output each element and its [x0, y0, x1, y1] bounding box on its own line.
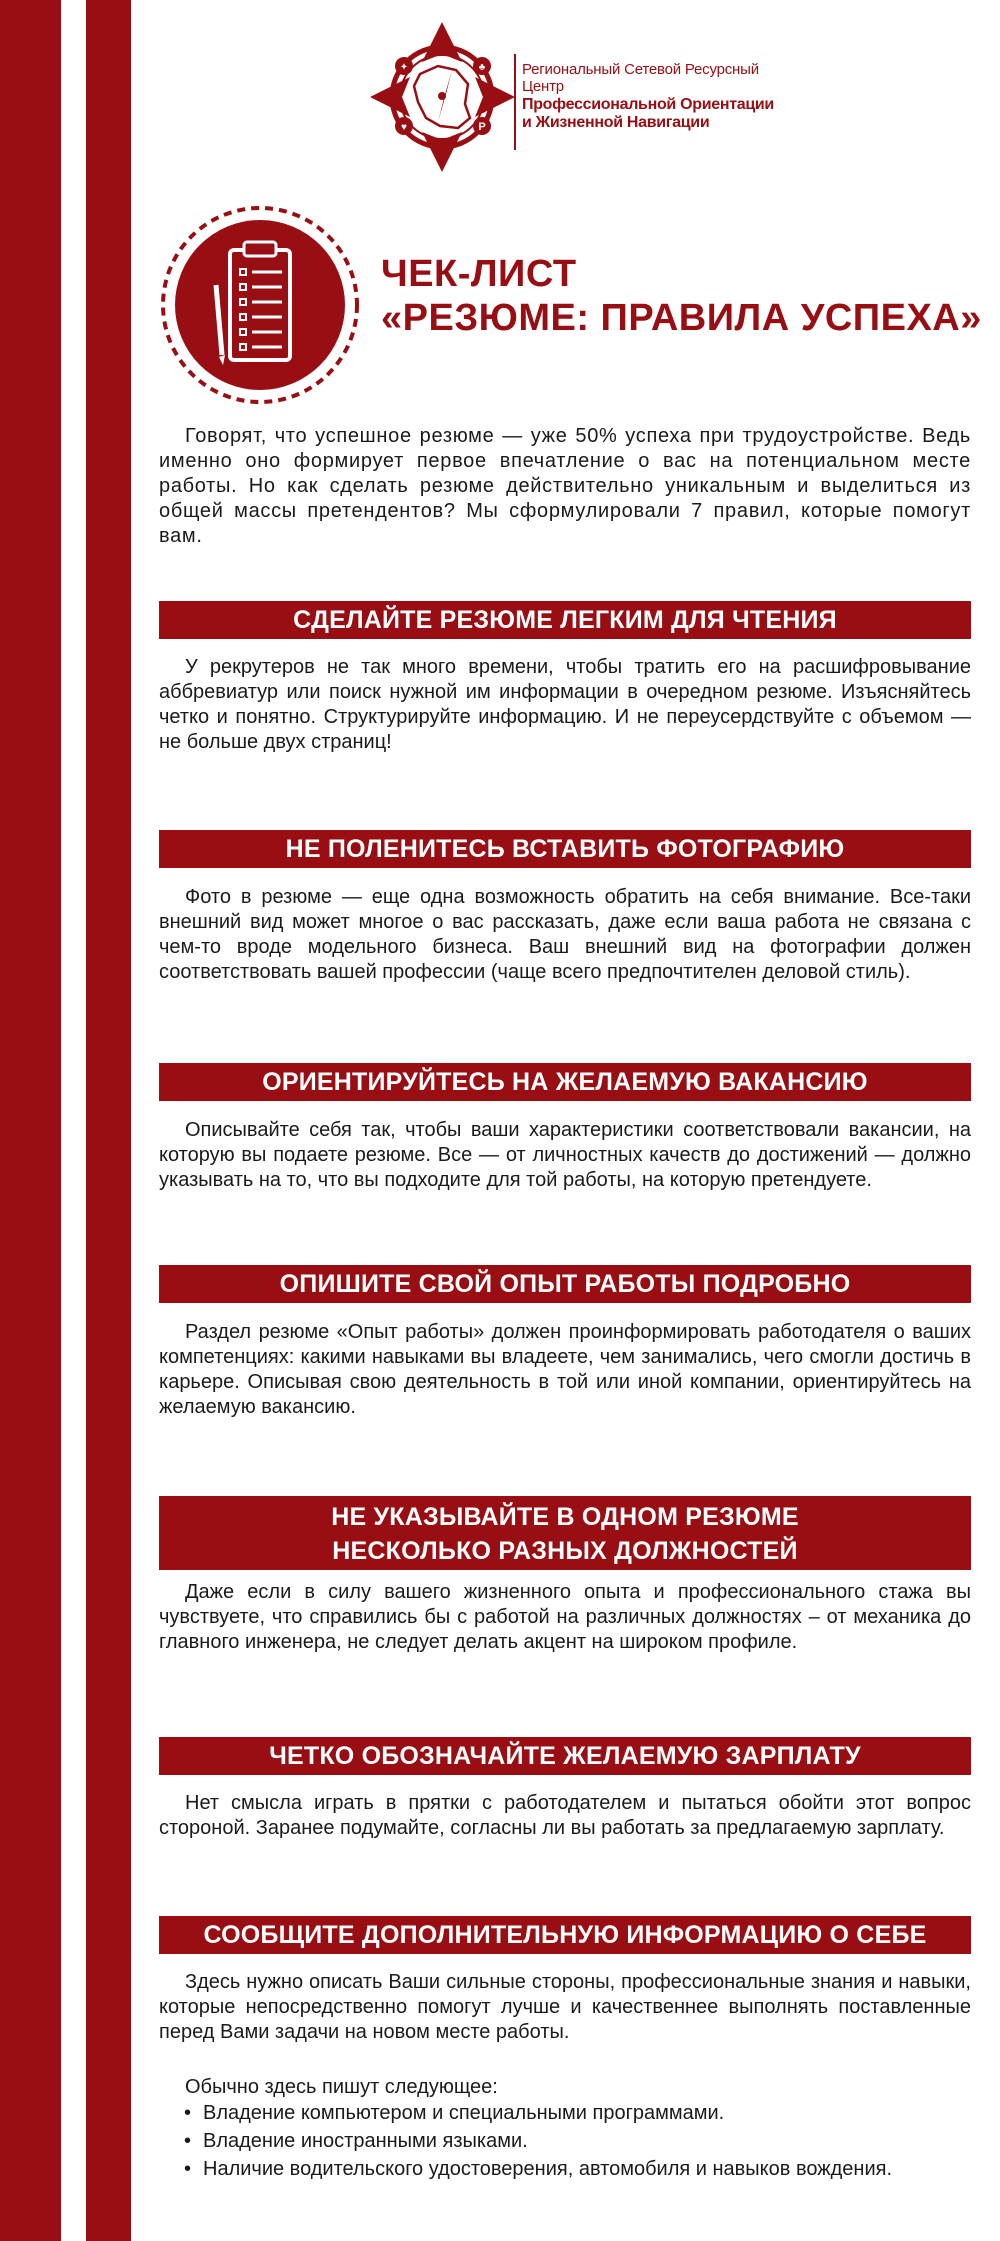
section-heading-experience: ОПИШИТЕ СВОЙ ОПЫТ РАБОТЫ ПОДРОБНО: [159, 1265, 971, 1303]
page-title: [381, 252, 982, 340]
logo-line-2: Профессиональной Ориентации: [522, 95, 774, 113]
section-text-salary: Нет смысла играть в прятки с работодателем и пытаться обойти этот вопрос стороной. Заранее подумайте, согласны ли вы работать за предлагаемую зарплату.: [159, 1792, 971, 1839]
section-heading-positions-line-1: НЕ УКАЗЫВАЙТЕ В ОДНОМ РЕЗЮМЕ: [331, 1503, 799, 1531]
logo-line-1: Региональный Сетевой Ресурсный Центр: [522, 61, 759, 95]
list-item: • Владение компьютером и специальными программами.: [159, 2101, 971, 2126]
list-item: • Наличие водительского удостоверения, автомобиля и навыков вождения.: [159, 2157, 971, 2182]
decorative-stripe-medium: [100, 0, 131, 2241]
section-heading-readable: СДЕЛАЙТЕ РЕЗЮМЕ ЛЕГКИМ ДЛЯ ЧТЕНИЯ: [159, 601, 971, 639]
section-text-photo: Фото в резюме — еще одна возможность обратить на себя внимание. Все-таки внешний вид может многое о вас рассказать, даже если ваша работа не связана с чем-то вроде модельного бизнеса. Ваш внешний вид на фотографии должен соответствовать вашей профессии (чаще всего предпочтителен деловой стиль).: [159, 886, 971, 983]
logo-text: [522, 62, 782, 131]
section-text-vacancy: Описывайте себя так, чтобы ваши характеристики соответствовали вакансии, на которую вы подаете резюме. Все — от личностных качеств до достижений — должно указывать на то, что вы подходите для той работы, на которую претендуете.: [159, 1119, 971, 1191]
title-line-2: «РЕЗЮМЕ: ПРАВИЛА УСПЕХА»: [381, 297, 982, 339]
intro-paragraph: Говорят, что успешное резюме — уже 50% успеха при трудоустройстве. Ведь именно оно формирует первое впечатление о вас на потенциальном месте работы. Но как сделать резюме действительно уникальным и выделиться из общей массы претендентов? Мы сформулировали 7 правил, которые помогут вам.: [159, 425, 971, 547]
additional-info-list: [159, 2101, 971, 2185]
section-heading-salary: ЧЕТКО ОБОЗНАЧАЙТЕ ЖЕЛАЕМУЮ ЗАРПЛАТУ: [159, 1737, 971, 1775]
section-heading-vacancy: ОРИЕНТИРУЙТЕСЬ НА ЖЕЛАЕМУЮ ВАКАНСИЮ: [159, 1063, 971, 1101]
section-heading-positions-line-2: НЕСКОЛЬКО РАЗНЫХ ДОЛЖНОСТЕЙ: [332, 1537, 798, 1565]
svg-text:♥: ♥: [401, 122, 407, 133]
clipboard-checklist-icon: [160, 205, 360, 405]
compass-logo-icon: [370, 22, 515, 172]
section-heading-additional: СООБЩИТЕ ДОПОЛНИТЕЛЬНУЮ ИНФОРМАЦИЮ О СЕБЕ: [159, 1916, 971, 1954]
section-text-experience: Раздел резюме «Опыт работы» должен проинформировать работодателя о ваших компетенциях: какими навыками вы владеете, чем занимались, чего смогли достичь в карьере. Описывая свою деятельность в той или иной компании, ориентируйтесь на желаемую вакансию.: [159, 1321, 971, 1418]
svg-text:♣: ♣: [478, 62, 486, 73]
svg-text:✦: ✦: [399, 62, 409, 73]
section-text-readable: У рекрутеров не так много времени, чтобы тратить его на расшифровывание аббревиатур или поиск нужной им информации в очередном резюме. Изъясняйтесь четко и понятно. Структурируйте информацию. И не переусердствуйте с объемом — не больше двух страниц!: [159, 656, 971, 753]
logo-divider: [514, 54, 516, 150]
title-line-1: ЧЕК-ЛИСТ: [381, 253, 577, 295]
section-text-positions: Даже если в силу вашего жизненного опыта и профессионального стажа вы чувствуете, что справились бы с работой на различных должностях – от механика до главного инженера, не следует делать акцент на широком профиле.: [159, 1581, 971, 1653]
section-text-additional: Здесь нужно описать Ваши сильные стороны, профессиональные знания и навыки, которые непосредственно помогут лучше и качественнее выполнять поставленные перед Вами задачи на новом месте работы.: [159, 1971, 971, 2043]
logo-line-3: и Жизненной Навигации: [522, 113, 710, 131]
list-item: • Владение иностранными языками.: [159, 2129, 971, 2154]
section-heading-photo: НЕ ПОЛЕНИТЕСЬ ВСТАВИТЬ ФОТОГРАФИЮ: [159, 830, 971, 868]
svg-text:P: P: [478, 121, 486, 133]
logo: [370, 22, 774, 172]
section-text-additional-lead: Обычно здесь пишут следующее:: [185, 2076, 498, 2098]
section-heading-positions: [159, 1496, 971, 1570]
decorative-stripe-wide: [0, 0, 61, 2241]
